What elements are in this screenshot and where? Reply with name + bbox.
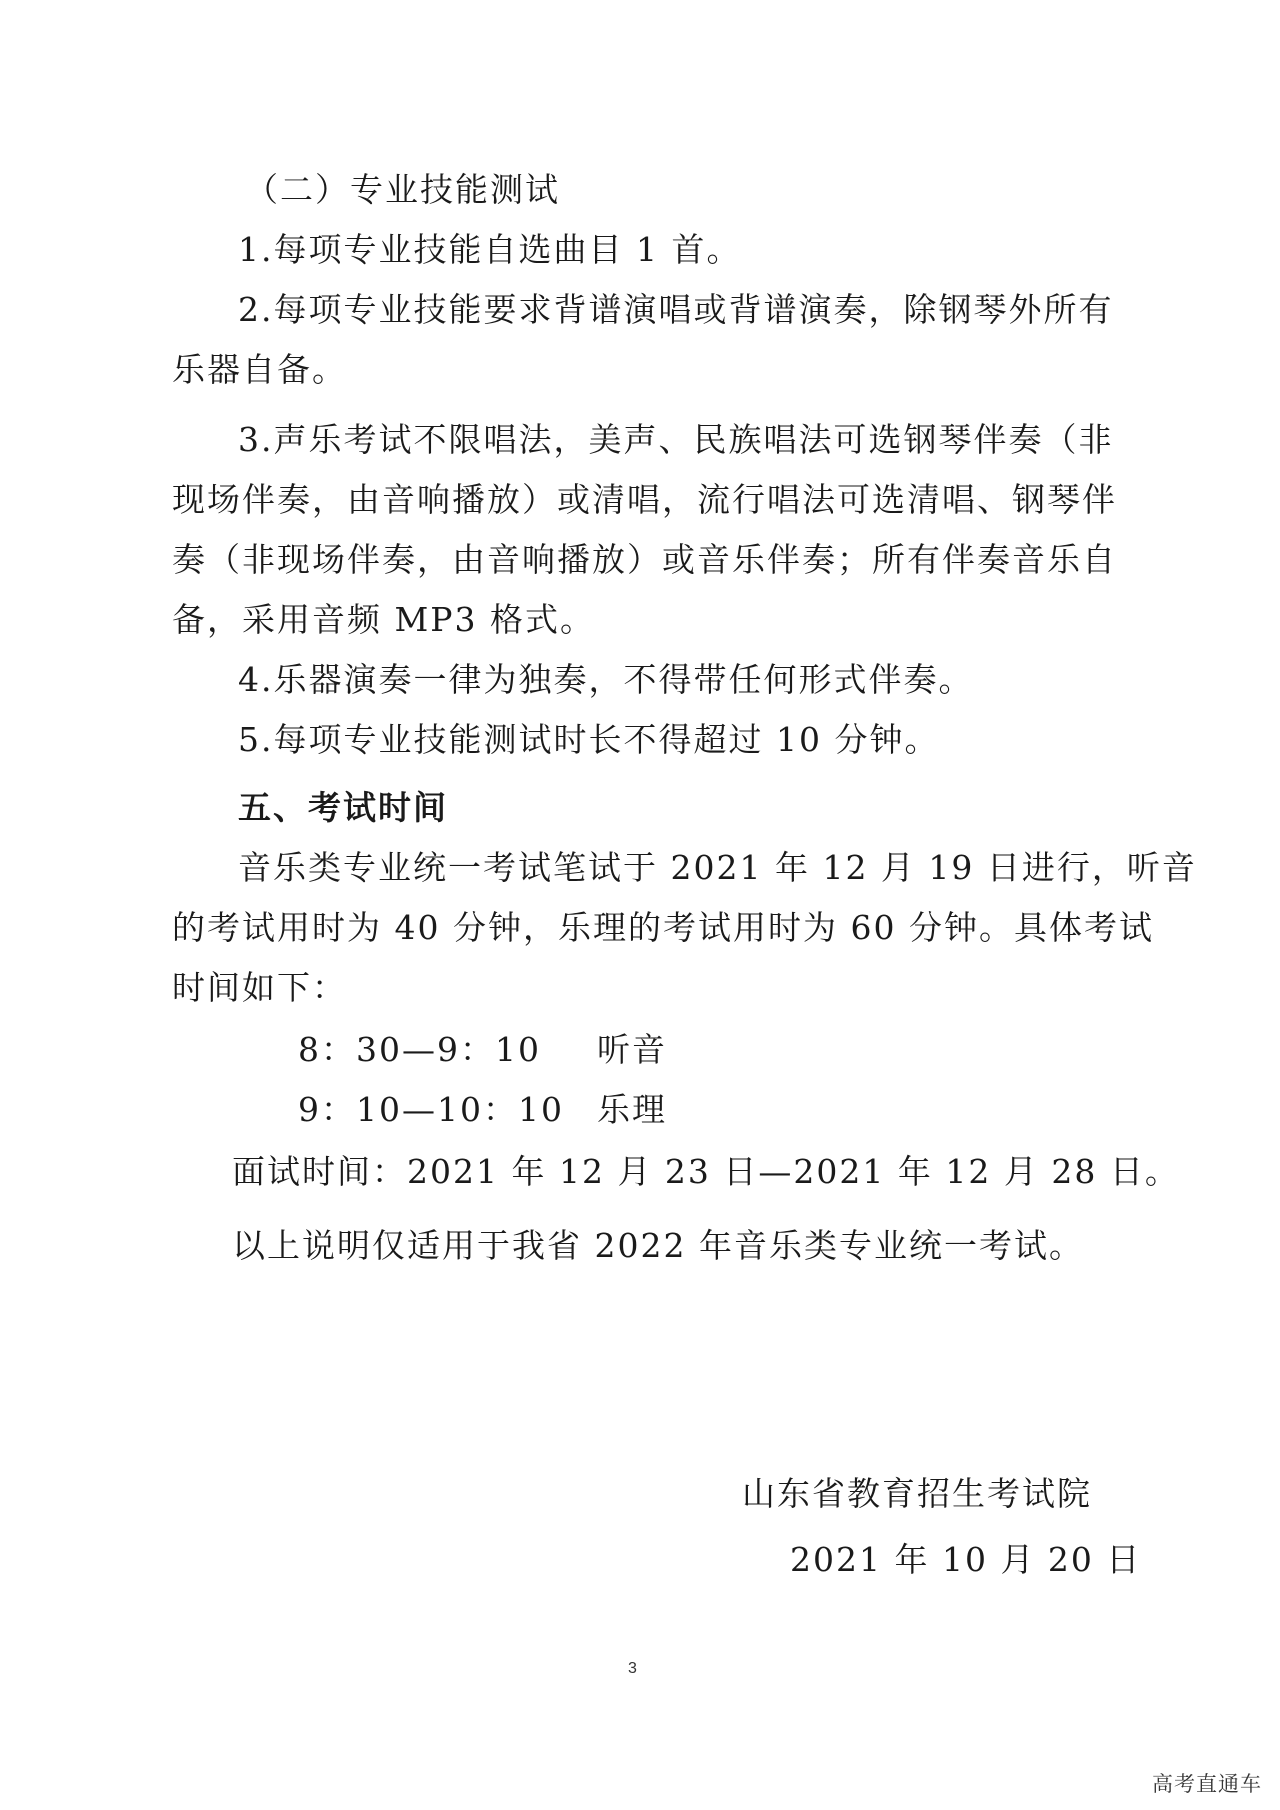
list-item: 3.声乐考试不限唱法，美声、民族唱法可选钢琴伴奏（非 [238, 420, 1114, 459]
signature-date: 2021 年 10 月 20 日 [790, 1540, 1142, 1579]
watermark: 高考直通车 [1152, 1772, 1262, 1796]
list-item: 1.每项专业技能自选曲目 1 首。 [238, 230, 742, 269]
section-subheading: （二）专业技能测试 [245, 170, 560, 209]
paragraph-line: 的考试用时为 40 分钟，乐理的考试用时为 60 分钟。具体考试 [172, 908, 1154, 947]
list-item-continuation: 现场伴奏，由音响播放）或清唱，流行唱法可选清唱、钢琴伴 [172, 480, 1117, 519]
list-item: 4.乐器演奏一律为独奏，不得带任何形式伴奏。 [238, 660, 974, 699]
schedule-subject: 听音 [597, 1030, 667, 1069]
list-item: 2.每项专业技能要求背谱演唱或背谱演奏，除钢琴外所有 [238, 290, 1114, 329]
page-number: 3 [628, 1660, 637, 1677]
paragraph-line: 时间如下： [172, 968, 347, 1007]
list-item-continuation: 备，采用音频 MP3 格式。 [172, 600, 595, 639]
schedule-time: 9：10—10：10 [298, 1090, 564, 1129]
list-item-continuation: 奏（非现场伴奏，由音响播放）或音乐伴奏；所有伴奏音乐自 [172, 540, 1117, 579]
list-item-continuation: 乐器自备。 [172, 350, 347, 389]
paragraph-line: 音乐类专业统一考试笔试于 2021 年 12 月 19 日进行，听音 [238, 848, 1197, 887]
interview-time: 面试时间：2021 年 12 月 23 日—2021 年 12 月 28 日。 [232, 1152, 1180, 1191]
section-heading: 五、考试时间 [238, 788, 448, 827]
schedule-subject: 乐理 [597, 1090, 667, 1129]
schedule-time: 8：30—9：10 [298, 1030, 541, 1069]
signature-org: 山东省教育招生考试院 [742, 1474, 1092, 1513]
closing-note: 以上说明仅适用于我省 2022 年音乐类专业统一考试。 [232, 1226, 1084, 1265]
list-item: 5.每项专业技能测试时长不得超过 10 分钟。 [238, 720, 940, 759]
